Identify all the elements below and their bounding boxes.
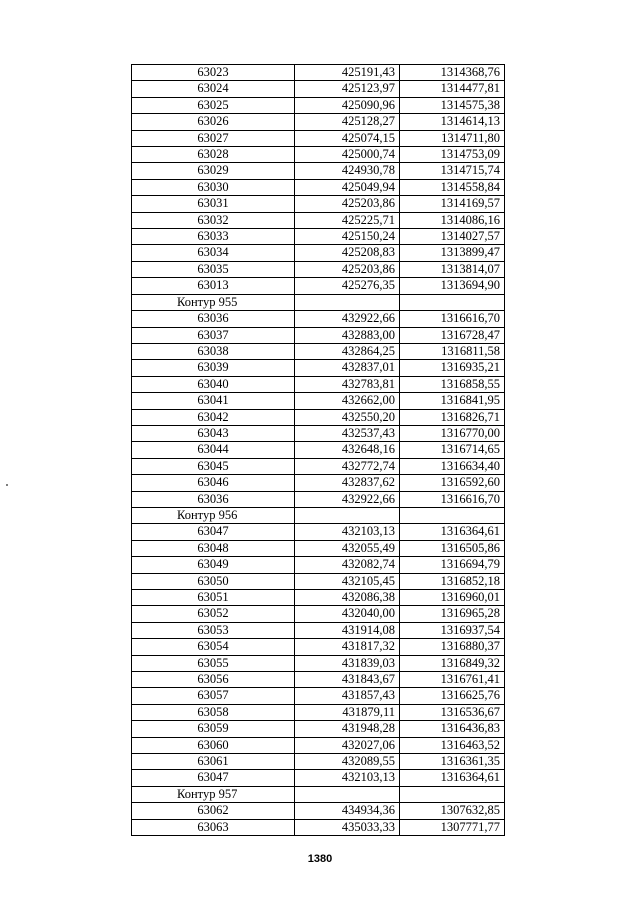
y-coordinate-cell: 1316592,60 xyxy=(400,475,505,491)
point-number-cell: 63036 xyxy=(132,491,295,507)
y-coordinate-cell: 1316694,79 xyxy=(400,557,505,573)
point-number-cell: 63054 xyxy=(132,639,295,655)
point-number-cell: 63041 xyxy=(132,393,295,409)
point-number-cell: 63057 xyxy=(132,688,295,704)
y-coordinate-cell: 1314575,38 xyxy=(400,97,505,113)
table-row xyxy=(132,442,505,458)
point-number-cell: 63050 xyxy=(132,573,295,589)
x-coordinate-cell: 432105,45 xyxy=(295,573,400,589)
x-coordinate-cell: 431948,28 xyxy=(295,721,400,737)
table-row xyxy=(132,97,505,113)
table-row xyxy=(132,81,505,97)
table-row xyxy=(132,491,505,507)
y-coordinate-cell: 1316364,61 xyxy=(400,524,505,540)
x-coordinate-cell: 432550,20 xyxy=(295,409,400,425)
contour-label: Контур 955 xyxy=(132,294,295,310)
contour-label: Контур 956 xyxy=(132,507,295,523)
empty-cell xyxy=(295,507,400,523)
x-coordinate-cell: 425191,43 xyxy=(295,65,400,81)
x-coordinate-cell: 424930,78 xyxy=(295,163,400,179)
y-coordinate-cell: 1314027,57 xyxy=(400,229,505,245)
point-number-cell: 63044 xyxy=(132,442,295,458)
y-coordinate-cell: 1316728,47 xyxy=(400,327,505,343)
y-coordinate-cell: 1314753,09 xyxy=(400,147,505,163)
point-number-cell: 63048 xyxy=(132,540,295,556)
x-coordinate-cell: 431843,67 xyxy=(295,672,400,688)
point-number-cell: 63058 xyxy=(132,704,295,720)
point-number-cell: 63026 xyxy=(132,114,295,130)
table-row xyxy=(132,130,505,146)
x-coordinate-cell: 432055,49 xyxy=(295,540,400,556)
point-number-cell: 63059 xyxy=(132,721,295,737)
table-row xyxy=(132,409,505,425)
x-coordinate-cell: 432040,00 xyxy=(295,606,400,622)
y-coordinate-cell: 1316935,21 xyxy=(400,360,505,376)
x-coordinate-cell: 431857,43 xyxy=(295,688,400,704)
x-coordinate-cell: 432922,66 xyxy=(295,311,400,327)
x-coordinate-cell: 432103,13 xyxy=(295,770,400,786)
point-number-cell: 63062 xyxy=(132,803,295,819)
table-row xyxy=(132,212,505,228)
point-number-cell: 63046 xyxy=(132,475,295,491)
table-row xyxy=(132,65,505,81)
point-number-cell: 63042 xyxy=(132,409,295,425)
table-row xyxy=(132,343,505,359)
coordinates-table xyxy=(131,64,505,836)
y-coordinate-cell: 1313814,07 xyxy=(400,261,505,277)
empty-cell xyxy=(400,507,505,523)
x-coordinate-cell: 425074,15 xyxy=(295,130,400,146)
table-row xyxy=(132,770,505,786)
x-coordinate-cell: 432922,66 xyxy=(295,491,400,507)
table-row xyxy=(132,475,505,491)
y-coordinate-cell: 1316937,54 xyxy=(400,622,505,638)
point-number-cell: 63031 xyxy=(132,196,295,212)
table-row xyxy=(132,311,505,327)
x-coordinate-cell: 435033,33 xyxy=(295,819,400,835)
table-row xyxy=(132,573,505,589)
point-number-cell: 63061 xyxy=(132,754,295,770)
table-row xyxy=(132,147,505,163)
empty-cell xyxy=(295,294,400,310)
y-coordinate-cell: 1314086,16 xyxy=(400,212,505,228)
table-row xyxy=(132,819,505,835)
table-row xyxy=(132,540,505,556)
y-coordinate-cell: 1316858,55 xyxy=(400,376,505,392)
table-row xyxy=(132,163,505,179)
point-number-cell: 63029 xyxy=(132,163,295,179)
table-row xyxy=(132,754,505,770)
table-row xyxy=(132,114,505,130)
point-number-cell: 63027 xyxy=(132,130,295,146)
x-coordinate-cell: 425208,83 xyxy=(295,245,400,261)
x-coordinate-cell: 431839,03 xyxy=(295,655,400,671)
y-coordinate-cell: 1314368,76 xyxy=(400,65,505,81)
y-coordinate-cell: 1314477,81 xyxy=(400,81,505,97)
y-coordinate-cell: 1314711,80 xyxy=(400,130,505,146)
y-coordinate-cell: 1316761,41 xyxy=(400,672,505,688)
x-coordinate-cell: 425128,27 xyxy=(295,114,400,130)
point-number-cell: 63032 xyxy=(132,212,295,228)
y-coordinate-cell: 1314558,84 xyxy=(400,179,505,195)
y-coordinate-cell: 1316811,58 xyxy=(400,343,505,359)
table-row xyxy=(132,557,505,573)
x-coordinate-cell: 425203,86 xyxy=(295,261,400,277)
point-number-cell: 63053 xyxy=(132,622,295,638)
point-number-cell: 63055 xyxy=(132,655,295,671)
x-coordinate-cell: 425150,24 xyxy=(295,229,400,245)
y-coordinate-cell: 1316505,86 xyxy=(400,540,505,556)
x-coordinate-cell: 425276,35 xyxy=(295,278,400,294)
x-coordinate-cell: 432537,43 xyxy=(295,425,400,441)
point-number-cell: 63043 xyxy=(132,425,295,441)
y-coordinate-cell: 1316463,52 xyxy=(400,737,505,753)
empty-cell xyxy=(400,786,505,802)
x-coordinate-cell: 432103,13 xyxy=(295,524,400,540)
x-coordinate-cell: 432837,01 xyxy=(295,360,400,376)
table-row xyxy=(132,606,505,622)
contour-label: Контур 957 xyxy=(132,786,295,802)
x-coordinate-cell: 425000,74 xyxy=(295,147,400,163)
point-number-cell: 63028 xyxy=(132,147,295,163)
table-row xyxy=(132,688,505,704)
empty-cell xyxy=(295,786,400,802)
x-coordinate-cell: 425049,94 xyxy=(295,179,400,195)
x-coordinate-cell: 425203,86 xyxy=(295,196,400,212)
table-row xyxy=(132,376,505,392)
table-row xyxy=(132,590,505,606)
y-coordinate-cell: 1313694,90 xyxy=(400,278,505,294)
contour-header-row xyxy=(132,507,505,523)
point-number-cell: 63038 xyxy=(132,343,295,359)
point-number-cell: 63040 xyxy=(132,376,295,392)
x-coordinate-cell: 432027,06 xyxy=(295,737,400,753)
y-coordinate-cell: 1316536,67 xyxy=(400,704,505,720)
table-row xyxy=(132,655,505,671)
y-coordinate-cell: 1307771,77 xyxy=(400,819,505,835)
y-coordinate-cell: 1316616,70 xyxy=(400,311,505,327)
table-row xyxy=(132,327,505,343)
table-row xyxy=(132,639,505,655)
point-number-cell: 63045 xyxy=(132,458,295,474)
point-number-cell: 63049 xyxy=(132,557,295,573)
table-row xyxy=(132,245,505,261)
table-row xyxy=(132,704,505,720)
coordinates-table-body xyxy=(132,65,505,836)
point-number-cell: 63034 xyxy=(132,245,295,261)
x-coordinate-cell: 431817,32 xyxy=(295,639,400,655)
point-number-cell: 63047 xyxy=(132,524,295,540)
page-number: 1380 xyxy=(307,853,333,865)
y-coordinate-cell: 1316634,40 xyxy=(400,458,505,474)
x-coordinate-cell: 431879,11 xyxy=(295,704,400,720)
x-coordinate-cell: 432662,00 xyxy=(295,393,400,409)
y-coordinate-cell: 1316616,70 xyxy=(400,491,505,507)
table-row xyxy=(132,278,505,294)
x-coordinate-cell: 432864,25 xyxy=(295,343,400,359)
point-number-cell: 63037 xyxy=(132,327,295,343)
table-row xyxy=(132,737,505,753)
y-coordinate-cell: 1307632,85 xyxy=(400,803,505,819)
y-coordinate-cell: 1316841,95 xyxy=(400,393,505,409)
x-coordinate-cell: 432883,00 xyxy=(295,327,400,343)
table-row xyxy=(132,196,505,212)
y-coordinate-cell: 1314169,57 xyxy=(400,196,505,212)
point-number-cell: 63063 xyxy=(132,819,295,835)
y-coordinate-cell: 1316714,65 xyxy=(400,442,505,458)
y-coordinate-cell: 1313899,47 xyxy=(400,245,505,261)
table-row xyxy=(132,179,505,195)
x-coordinate-cell: 425225,71 xyxy=(295,212,400,228)
table-row xyxy=(132,803,505,819)
x-coordinate-cell: 432772,74 xyxy=(295,458,400,474)
x-coordinate-cell: 432837,62 xyxy=(295,475,400,491)
point-number-cell: 63051 xyxy=(132,590,295,606)
x-coordinate-cell: 425123,97 xyxy=(295,81,400,97)
y-coordinate-cell: 1316770,00 xyxy=(400,425,505,441)
table-row xyxy=(132,229,505,245)
y-coordinate-cell: 1314614,13 xyxy=(400,114,505,130)
y-coordinate-cell: 1314715,74 xyxy=(400,163,505,179)
x-coordinate-cell: 432648,16 xyxy=(295,442,400,458)
y-coordinate-cell: 1316826,71 xyxy=(400,409,505,425)
x-coordinate-cell: 432783,81 xyxy=(295,376,400,392)
contour-header-row xyxy=(132,294,505,310)
y-coordinate-cell: 1316849,32 xyxy=(400,655,505,671)
point-number-cell: 63047 xyxy=(132,770,295,786)
x-coordinate-cell: 432089,55 xyxy=(295,754,400,770)
y-coordinate-cell: 1316436,83 xyxy=(400,721,505,737)
contour-header-row xyxy=(132,786,505,802)
point-number-cell: 63023 xyxy=(132,65,295,81)
x-coordinate-cell: 432082,74 xyxy=(295,557,400,573)
y-coordinate-cell: 1316361,35 xyxy=(400,754,505,770)
table-row xyxy=(132,425,505,441)
y-coordinate-cell: 1316364,61 xyxy=(400,770,505,786)
point-number-cell: 63060 xyxy=(132,737,295,753)
point-number-cell: 63052 xyxy=(132,606,295,622)
scan-speck xyxy=(6,484,8,486)
y-coordinate-cell: 1316960,01 xyxy=(400,590,505,606)
table-row xyxy=(132,458,505,474)
table-row xyxy=(132,721,505,737)
point-number-cell: 63024 xyxy=(132,81,295,97)
empty-cell xyxy=(400,294,505,310)
point-number-cell: 63056 xyxy=(132,672,295,688)
table-row xyxy=(132,524,505,540)
point-number-cell: 63035 xyxy=(132,261,295,277)
y-coordinate-cell: 1316625,76 xyxy=(400,688,505,704)
table-row xyxy=(132,672,505,688)
table-row xyxy=(132,261,505,277)
y-coordinate-cell: 1316965,28 xyxy=(400,606,505,622)
point-number-cell: 63013 xyxy=(132,278,295,294)
x-coordinate-cell: 425090,96 xyxy=(295,97,400,113)
x-coordinate-cell: 434934,36 xyxy=(295,803,400,819)
y-coordinate-cell: 1316852,18 xyxy=(400,573,505,589)
point-number-cell: 63033 xyxy=(132,229,295,245)
x-coordinate-cell: 432086,38 xyxy=(295,590,400,606)
y-coordinate-cell: 1316880,37 xyxy=(400,639,505,655)
point-number-cell: 63025 xyxy=(132,97,295,113)
table-row xyxy=(132,393,505,409)
table-row xyxy=(132,360,505,376)
point-number-cell: 63039 xyxy=(132,360,295,376)
table-row xyxy=(132,622,505,638)
point-number-cell: 63030 xyxy=(132,179,295,195)
point-number-cell: 63036 xyxy=(132,311,295,327)
x-coordinate-cell: 431914,08 xyxy=(295,622,400,638)
